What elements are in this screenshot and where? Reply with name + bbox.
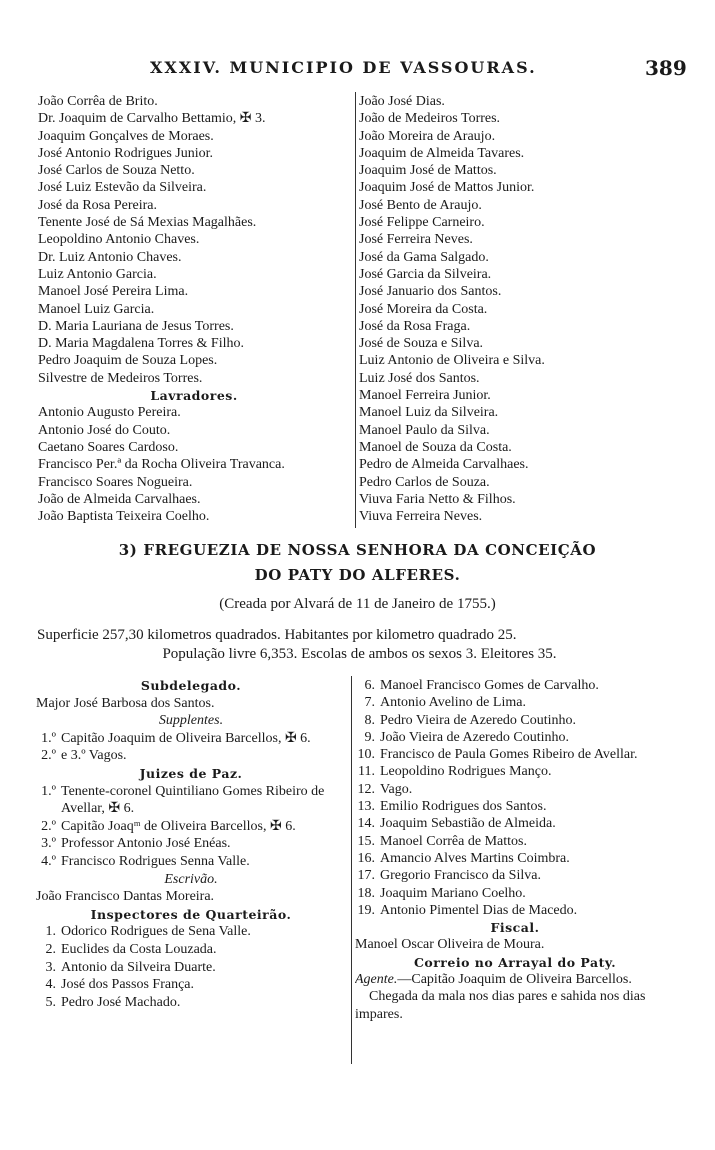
list-item: Dr. Luiz Antonio Chaves. (38, 249, 182, 265)
inspector-item-number: 4. (45, 977, 56, 993)
inspector-item (355, 746, 675, 763)
juiz-item-number: 2.º (41, 818, 56, 834)
juiz-item-text: Francisco Rodrigues Senna Valle. (61, 853, 250, 869)
list-item: João Moreira de Araujo. (359, 128, 496, 144)
column-divider-top (355, 92, 356, 528)
inspector-item-text: Antonio Pimentel Dias de Macedo. (380, 902, 578, 918)
juiz-item-text: Capitão Joaqᵐ de Oliveira Barcellos, ✠ 6. (61, 818, 296, 834)
inspector-item-number: 1. (45, 924, 56, 940)
lavrador-item: João Baptista Teixeira Coelho. (38, 509, 210, 525)
inspector-item (36, 994, 346, 1012)
list-item: João Corrêa de Brito. (38, 94, 158, 109)
inspector-item-number: 16. (357, 850, 375, 866)
fiscal-heading: Fiscal. (490, 920, 540, 936)
section-title-line1: 3) FREGUEZIA DE NOSSA SENHORA DA CONCEIÇÃO (118, 541, 597, 559)
subdelegado-heading: Subdelegado. (140, 678, 242, 693)
supplente-item (36, 747, 346, 765)
list-item: Joaquim José de Mattos Junior. (359, 180, 535, 196)
running-title: XXXIV. MUNICIPIO DE VASSOURAS. (150, 58, 537, 77)
list-item: João de Medeiros Torres. (359, 111, 501, 127)
list-item: Luiz Antonio Garcia. (38, 266, 157, 282)
juiz-item (36, 853, 346, 871)
supplentes-heading: Supplentes. (158, 713, 224, 729)
juiz-item-text: Professor Antonio José Enéas. (61, 836, 231, 852)
section-title-line2: DO PATY DO ALFERES. (254, 566, 461, 584)
inspector-item-number: 7. (364, 695, 375, 711)
subdelegado-name: Major José Barbosa dos Santos. (36, 695, 215, 711)
inspector-item (355, 850, 675, 867)
lavrador-item: Caetano Soares Cardoso. (38, 439, 179, 455)
list-item: José Januario dos Santos. (359, 284, 502, 300)
list-item: José da Gama Salgado. (359, 249, 489, 265)
inspector-item (36, 976, 346, 994)
juiz-item (36, 835, 346, 853)
inspector-item-text: Francisco de Paula Gomes Ribeiro de Avellar. (380, 747, 638, 763)
list-item: José Bento de Araujo. (359, 197, 482, 213)
inspector-item-number: 18. (357, 885, 375, 901)
inspector-item (36, 923, 346, 941)
list-item: Leopoldino Antonio Chaves. (38, 232, 200, 248)
list-item: José Garcia da Silveira. (359, 266, 492, 282)
inspectores-heading: Inspectores de Quarteirão. (90, 906, 292, 922)
list-item: Manoel Luiz da Silveira. (359, 405, 499, 421)
statistics (37, 626, 682, 664)
inspector-item-text: João Vieira de Azeredo Coutinho. (380, 729, 570, 745)
inspector-item-text: Amancio Alves Martins Coimbra. (380, 850, 570, 866)
juizes-list (36, 783, 346, 871)
juiz-item-number: 1.º (41, 783, 56, 799)
list-item: José da Rosa Pereira. (38, 197, 157, 213)
inspector-item-text: Gregorio Francisco da Silva. (380, 868, 541, 884)
inspector-item-text: Manoel Francisco Gomes de Carvalho. (380, 678, 599, 693)
inspector-item-text: Pedro Vieira de Azeredo Coutinho. (380, 712, 577, 728)
list-item: Pedro de Almeida Carvalhaes. (359, 457, 529, 473)
inspector-item-number: 5. (45, 994, 56, 1010)
lavrador-item: João de Almeida Carvalhaes. (38, 491, 201, 507)
escrivao-heading: Escrivão. (164, 871, 218, 887)
creation-note: (Creada por Alvará de 11 de Janeiro de 1755.) (219, 596, 496, 612)
top-left-column (38, 93, 350, 525)
list-item: Joaquim Gonçalves de Moraes. (38, 128, 214, 144)
list-item: Joaquim de Almeida Tavares. (359, 145, 525, 161)
fiscal-name: Manoel Oscar Oliveira de Moura. (355, 937, 545, 953)
juiz-item (36, 783, 346, 818)
supplente-item-number: 2.º (41, 748, 56, 764)
list-item: José Felippe Carneiro. (359, 215, 485, 231)
list-item: José Antonio Rodrigues Junior. (38, 145, 214, 161)
list-item: José de Souza e Silva. (359, 336, 484, 352)
list-item: Dr. Joaquim de Carvalho Bettamio, ✠ 3. (38, 111, 266, 127)
inspector-item (355, 694, 675, 711)
inspector-item (355, 798, 675, 815)
lavrador-item: Antonio Augusto Pereira. (38, 405, 181, 421)
inspector-item-text: Pedro José Machado. (61, 994, 181, 1010)
inspector-item (355, 885, 675, 902)
stats-line1: Superficie 257,30 kilometros quadrados. Habitantes por kilometro quadrado 25. (37, 627, 517, 643)
inspectores-list-right (355, 677, 675, 919)
inspector-item-number: 2. (45, 941, 56, 957)
list-item: Pedro Joaquim de Souza Lopes. (38, 353, 218, 369)
list-item: Tenente José de Sá Mexias Magalhães. (38, 215, 257, 231)
agente-name: —Capitão Joaquim de Oliveira Barcellos. (397, 972, 632, 988)
correio-heading: Correio no Arrayal do Paty. (413, 954, 617, 970)
list-item: Manoel de Souza da Costa. (359, 439, 512, 455)
list-item: José Moreira da Costa. (359, 301, 488, 317)
inspector-item-text: Odorico Rodrigues de Sena Valle. (61, 924, 251, 940)
list-item: João José Dias. (359, 94, 445, 109)
juiz-item (36, 818, 346, 836)
inspector-item-text: José dos Passos França. (61, 977, 194, 993)
inspector-item-text: Emilio Rodrigues dos Santos. (380, 799, 547, 815)
inspector-item-number: 11. (358, 764, 375, 780)
supplente-item-text: Capitão Joaquim de Oliveira Barcellos, ✠ 6. (61, 730, 311, 746)
inspector-item (355, 867, 675, 884)
inspector-item-number: 8. (364, 712, 375, 728)
inspector-item (355, 815, 675, 832)
list-item: D. Maria Lauriana de Jesus Torres. (38, 318, 234, 334)
page-number: 389 (645, 56, 687, 80)
juiz-item-number: 3.º (41, 836, 56, 852)
juizes-heading: Juizes de Paz. (139, 765, 243, 781)
inspector-item (355, 712, 675, 729)
lavradores-heading: Lavradores. (150, 388, 238, 404)
lavrador-item: Antonio José do Couto. (38, 422, 171, 438)
supplentes-list (36, 730, 346, 765)
inspector-item-text: Antonio da Silveira Duarte. (61, 959, 216, 975)
inspector-item-text: Manoel Corrêa de Mattos. (380, 833, 527, 849)
list-item: Joaquim José de Mattos. (359, 163, 497, 179)
supplente-item (36, 730, 346, 748)
inspector-item-number: 3. (45, 959, 56, 975)
lavrador-item: Francisco Per.ª da Rocha Oliveira Travanca. (38, 457, 285, 473)
supplente-item-text: e 3.º Vagos. (61, 748, 127, 764)
inspector-item-number: 12. (357, 781, 375, 797)
list-item: José Carlos de Souza Netto. (38, 163, 195, 179)
inspector-item-text: Antonio Avelino de Lima. (380, 695, 526, 711)
bottom-left-column (36, 677, 346, 1011)
list-item: José Ferreira Neves. (359, 232, 473, 248)
list-item: Manoel José Pereira Lima. (38, 284, 189, 300)
inspector-item (355, 902, 675, 919)
list-item: Viuva Faria Netto & Filhos. (359, 491, 516, 507)
column-divider-bottom (351, 676, 352, 1064)
inspector-item (355, 763, 675, 780)
list-item: Silvestre de Medeiros Torres. (38, 370, 203, 386)
inspector-item (36, 941, 346, 959)
agente-entry (355, 971, 675, 988)
mail-schedule: Chegada da mala nos dias pares e sahida nos dias impares. (355, 989, 646, 1022)
list-item: D. Maria Magdalena Torres & Filho. (38, 336, 244, 352)
list-item: Manoel Ferreira Junior. (359, 388, 491, 404)
inspector-item-number: 10. (357, 747, 375, 763)
juiz-item-number: 4.º (41, 853, 56, 869)
inspector-item (355, 781, 675, 798)
inspector-item (355, 729, 675, 746)
inspector-item-number: 14. (357, 816, 375, 832)
inspector-item-text: Euclides da Costa Louzada. (61, 941, 217, 957)
escrivao-name: João Francisco Dantas Moreira. (36, 889, 215, 905)
inspector-item-text: Joaquim Mariano Coelho. (380, 885, 526, 901)
bottom-right-column (355, 677, 675, 1023)
juiz-item-text: Tenente-coronel Quintiliano Gomes Ribeiro de Avellar, ✠ 6. (61, 783, 325, 817)
inspector-item-number: 9. (364, 729, 375, 745)
list-item: Pedro Carlos de Souza. (359, 474, 490, 490)
inspector-item-number: 6. (364, 678, 375, 693)
inspector-item-number: 19. (357, 902, 375, 918)
list-item: Manoel Paulo da Silva. (359, 422, 490, 438)
list-item: Viuva Ferreira Neves. (359, 509, 483, 525)
stats-line2: População livre 6,353. Escolas de ambos os sexos 3. Eleitores 35. (162, 646, 557, 662)
inspector-item (355, 833, 675, 850)
list-item: Manoel Luiz Garcia. (38, 301, 155, 317)
inspector-item (36, 959, 346, 977)
inspector-item-text: Leopoldino Rodrigues Manço. (380, 764, 552, 780)
agente-label: Agente. (355, 972, 398, 988)
inspector-item (355, 677, 675, 694)
inspectores-list-left (36, 923, 346, 1011)
lavrador-item: Francisco Soares Nogueira. (38, 474, 193, 490)
inspector-item-number: 13. (357, 799, 375, 815)
inspector-item-text: Joaquim Sebastião de Almeida. (380, 816, 556, 832)
running-head (0, 58, 715, 84)
inspector-item-number: 15. (357, 833, 375, 849)
list-item: José Luiz Estevão da Silveira. (38, 180, 207, 196)
list-item: Luiz Antonio de Oliveira e Silva. (359, 353, 545, 369)
inspector-item-number: 17. (357, 868, 375, 884)
inspector-item-text: Vago. (380, 781, 413, 797)
list-item: Luiz José dos Santos. (359, 370, 480, 386)
top-right-column (359, 93, 689, 525)
list-item: José da Rosa Fraga. (359, 318, 471, 334)
supplente-item-number: 1.º (41, 730, 56, 746)
